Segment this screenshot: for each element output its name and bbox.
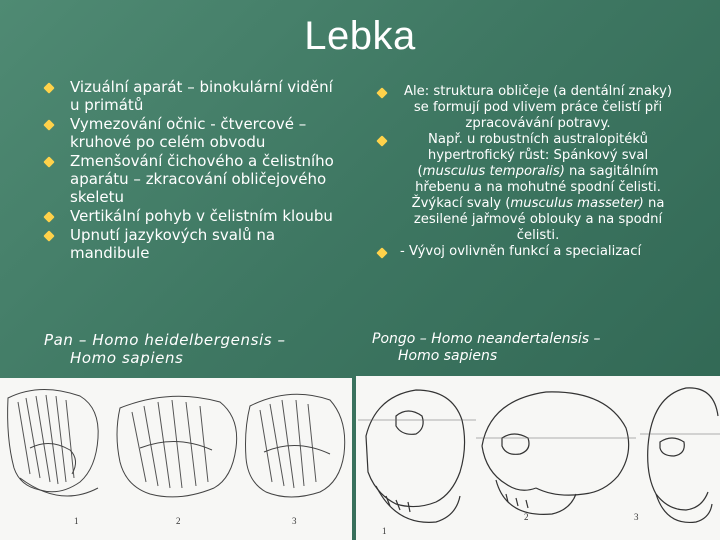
latin-term: musculus masseter) [510, 196, 644, 211]
slide-title: Lebka [304, 14, 416, 58]
list-item-text: Upnutí jazykových svalů na mandibule [70, 226, 276, 262]
figure-number: 2 [176, 516, 181, 526]
list-item [44, 152, 344, 206]
list-item [376, 132, 676, 244]
list-item-text [400, 132, 676, 244]
text-fragment: na sagitálním hřebenu a na mohutné spodní čelisti. Žvýkací svaly ( [411, 164, 661, 211]
left-bullet-list [44, 78, 344, 263]
diamond-bullet-icon [376, 135, 387, 146]
jaw-muscles-figure [0, 378, 352, 540]
caption-line: Homo sapiens [398, 348, 498, 364]
skull-comparison-drawing [356, 376, 720, 540]
diamond-bullet-icon [43, 119, 54, 130]
figure-number: 3 [292, 516, 297, 526]
caption-line: Homo sapiens [70, 349, 184, 367]
list-item [44, 78, 344, 114]
list-item-text: Zmenšování čichového a čelistního aparátu – zkracování obličejového skeletu [70, 152, 334, 206]
left-caption [44, 331, 344, 367]
latin-term: musculus temporalis) [422, 164, 565, 179]
list-item [376, 84, 676, 132]
right-caption [372, 331, 672, 365]
diamond-bullet-icon [43, 230, 54, 241]
list-item-text: Vizuální aparát – binokulární vidění u primátů [70, 78, 333, 114]
diamond-bullet-icon [376, 247, 387, 258]
list-item-text: Ale: struktura obličeje (a dentální znaky) se formují pod vlivem práce čelistí při zpracovávání potravy. [403, 84, 673, 131]
diamond-bullet-icon [43, 82, 54, 93]
figure-number: 3 [634, 512, 639, 522]
diamond-bullet-icon [376, 87, 387, 98]
right-bullet-list [376, 84, 676, 260]
list-item [44, 226, 344, 262]
figure-number: 2 [524, 512, 529, 522]
text-fragment: na zesilené jařmové oblouky a na spodní čelisti. [413, 196, 665, 243]
diamond-bullet-icon [43, 156, 54, 167]
skull-comparison-figure [356, 376, 720, 540]
list-item-text: Vertikální pohyb v čelistním kloubu [70, 207, 333, 225]
list-item [44, 207, 344, 225]
list-item [376, 244, 676, 260]
figure-number: 1 [74, 516, 79, 526]
list-item-text: - Vývoj ovlivněn funkcí a specializací [400, 244, 642, 259]
caption-line: Pan – Homo heidelbergensis – [44, 331, 286, 349]
text-fragment: Např. u robustních australopitéků hypertrofický růst: Spánkový sval ( [417, 132, 649, 179]
caption-line: Pongo – Homo neandertalensis – [372, 331, 601, 347]
list-item [44, 115, 344, 151]
list-item-text: Vymezování očnic - čtvercové – kruhové po celém obvodu [70, 115, 307, 151]
figure-number: 1 [382, 526, 387, 536]
diamond-bullet-icon [43, 211, 54, 222]
jaw-muscles-drawing [0, 378, 352, 540]
